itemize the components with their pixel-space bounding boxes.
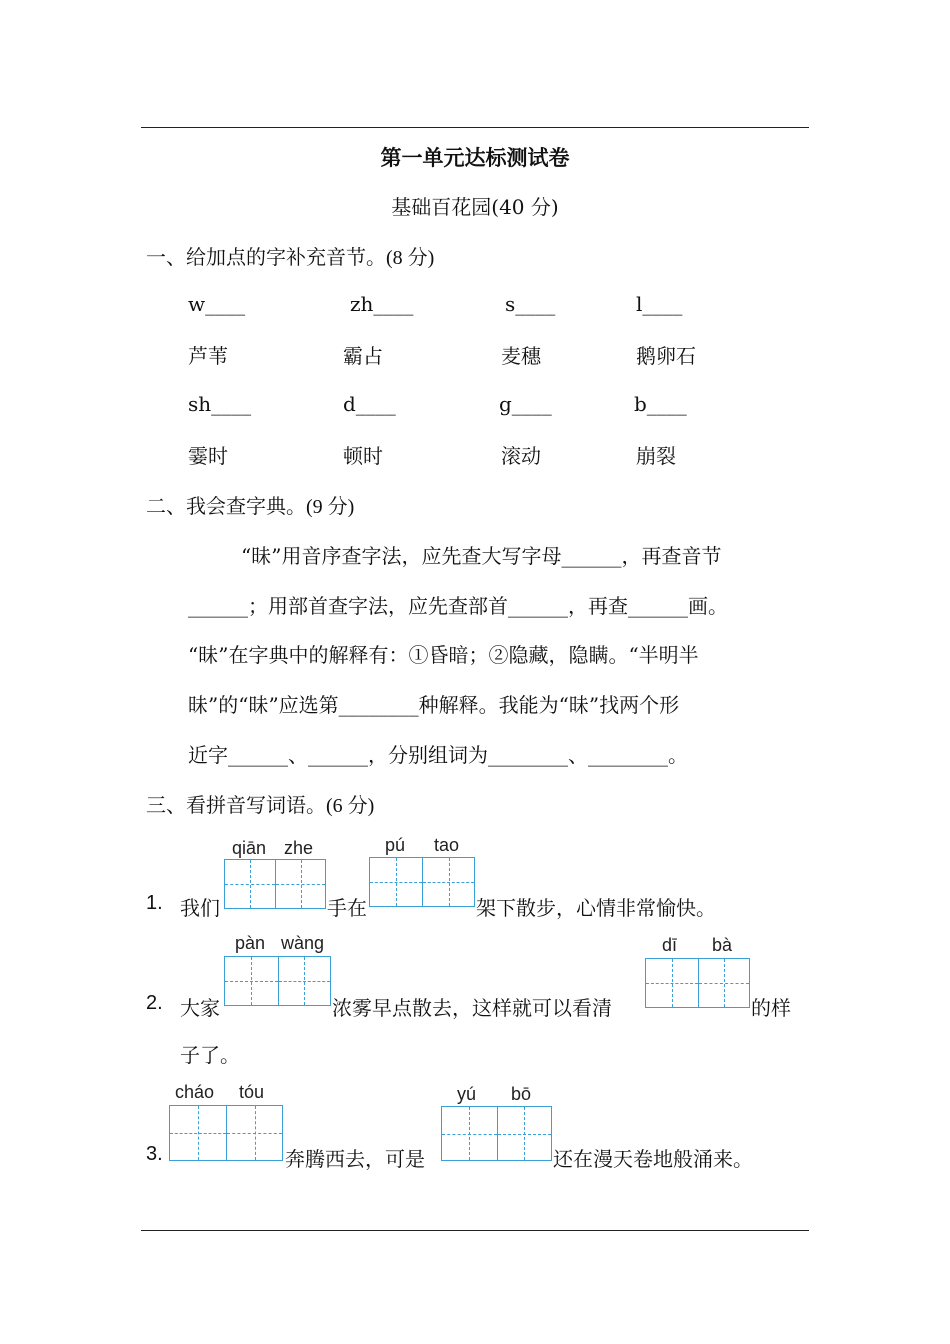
question-number: 3.: [146, 1143, 163, 1165]
word: 崩裂: [636, 444, 676, 468]
answer-grid[interactable]: [224, 859, 326, 909]
answer-cell[interactable]: [497, 1107, 552, 1160]
pinyin: tóu: [239, 1082, 265, 1102]
answer-cell[interactable]: [422, 858, 474, 906]
word: 霸占: [343, 344, 383, 368]
answer-grid[interactable]: [169, 1105, 283, 1161]
word: 霎时: [188, 444, 228, 468]
question-text: 手在: [327, 896, 367, 920]
answer-grid[interactable]: [441, 1106, 552, 1161]
answer-grid[interactable]: [645, 958, 750, 1008]
answer-cell[interactable]: [442, 1107, 497, 1160]
answer-cell[interactable]: [370, 858, 422, 906]
section3-heading: 三、看拼音写词语。(6 分): [146, 793, 375, 817]
answer-cell[interactable]: [226, 1106, 282, 1160]
pinyin-blank: d____: [343, 392, 396, 416]
pinyin: zhe: [284, 838, 314, 858]
question-text: 我们: [180, 896, 220, 920]
pinyin: qiān: [232, 838, 267, 858]
question-text: 大家: [180, 996, 220, 1020]
question-text: 架下散步，心情非常愉快。: [476, 896, 716, 920]
top-rule: [141, 127, 809, 128]
question-text: 的样: [751, 996, 791, 1020]
answer-cell[interactable]: [646, 959, 698, 1007]
bottom-rule: [141, 1230, 809, 1231]
answer-cell[interactable]: [225, 860, 275, 908]
pinyin-blank: g____: [499, 392, 552, 416]
word: 顿时: [343, 444, 383, 468]
answer-grid[interactable]: [224, 956, 331, 1006]
pinyin-blank: l____: [636, 292, 683, 316]
paragraph-line: 昧”的“昧”应选第________种解释。我能为“昧”找两个形: [188, 693, 680, 717]
answer-cell[interactable]: [278, 957, 331, 1005]
section1-heading: 一、给加点的字补充音节。(8 分): [146, 245, 435, 269]
pinyin-blank: w____: [188, 292, 246, 316]
pinyin-blank: sh____: [188, 392, 252, 416]
pinyin-blank: b____: [634, 392, 687, 416]
pinyin-blank: s____: [505, 292, 556, 316]
answer-cell[interactable]: [225, 957, 278, 1005]
question-text: 浓雾早点散去，这样就可以看清: [332, 996, 612, 1020]
pinyin: yú: [457, 1084, 477, 1104]
word: 鹅卵石: [636, 344, 696, 368]
pinyin: wàng: [281, 933, 325, 953]
page-title: 第一单元达标测试卷: [380, 146, 570, 170]
pinyin: bō: [511, 1084, 532, 1104]
pinyin: cháo: [175, 1082, 215, 1102]
word: 芦苇: [188, 344, 228, 368]
word: 麦穗: [501, 344, 541, 368]
pinyin: pú: [385, 835, 406, 855]
pinyin: dī: [662, 935, 678, 955]
section2-heading: 二、我会查字典。(9 分): [146, 494, 355, 518]
pinyin: pàn: [235, 933, 266, 953]
question-text: 子了。: [180, 1043, 240, 1067]
question-number: 2.: [146, 992, 163, 1014]
pinyin-blank: zh____: [350, 292, 414, 316]
answer-grid[interactable]: [369, 857, 475, 907]
answer-cell[interactable]: [698, 959, 750, 1007]
answer-cell[interactable]: [170, 1106, 226, 1160]
word: 滚动: [501, 444, 541, 468]
answer-cell[interactable]: [275, 860, 325, 908]
question-number: 1.: [146, 892, 163, 914]
paragraph-line: “昧”在字典中的解释有：①昏暗；②隐藏，隐瞒。“半明半: [188, 643, 699, 667]
pinyin: bà: [712, 935, 733, 955]
pinyin: tao: [434, 835, 460, 855]
question-text: 奔腾西去，可是: [285, 1147, 425, 1171]
paragraph-line: ______；用部首查字法，应先查部首______，再查______画。: [188, 594, 728, 618]
question-text: 还在漫天卷地般涌来。: [553, 1147, 753, 1171]
paragraph-line: “昧”用音序查字法，应先查大写字母______，再查音节: [241, 544, 722, 568]
paragraph-line: 近字______、______，分别组词为________、________。: [188, 743, 688, 767]
page-subtitle: 基础百花园(40 分): [391, 195, 559, 219]
